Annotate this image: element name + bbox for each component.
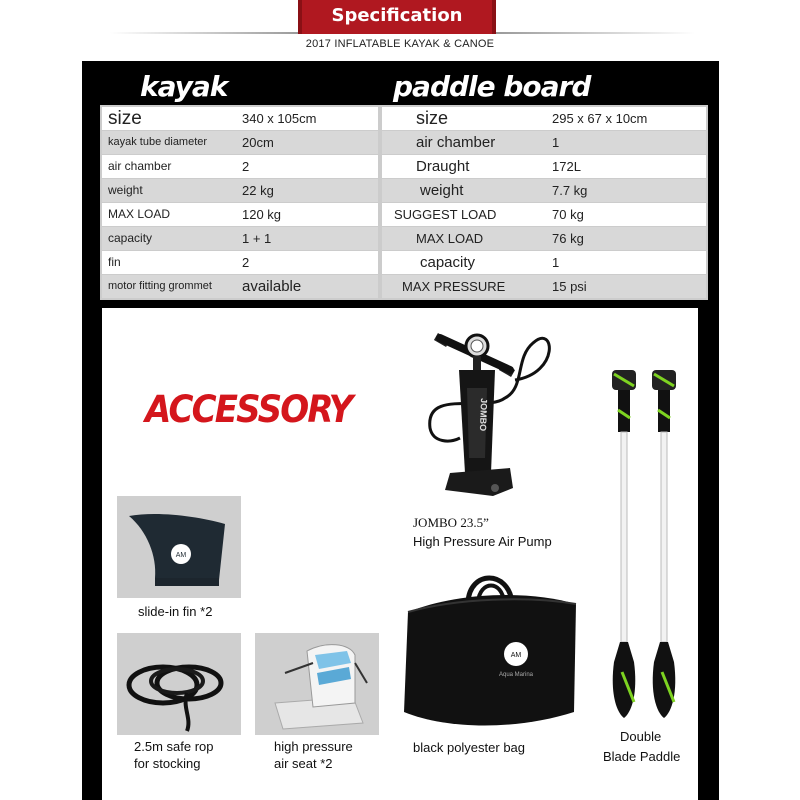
spec-value: 1 xyxy=(552,135,560,150)
table-row xyxy=(382,203,706,227)
table-row xyxy=(382,179,706,203)
rope-image xyxy=(117,633,241,735)
pump-caption-line2: High Pressure Air Pump xyxy=(413,534,552,549)
spec-label: capacity xyxy=(420,254,476,271)
spec-label: air chamber xyxy=(416,134,496,151)
spec-value: 76 kg xyxy=(552,231,584,246)
spec-label: SUGGEST LOAD xyxy=(394,207,497,222)
bag-image xyxy=(398,572,582,732)
spec-value: 295 x 67 x 10cm xyxy=(552,111,648,126)
spec-label: weight xyxy=(420,182,464,199)
spec-label: weight xyxy=(108,183,143,197)
spec-value: available xyxy=(242,278,302,295)
table-row xyxy=(382,275,706,298)
table-row xyxy=(102,251,378,275)
accessory-heading: ACCESSORY xyxy=(145,388,352,431)
table-row xyxy=(102,203,378,227)
table-row xyxy=(102,155,378,179)
paddle-image xyxy=(600,362,695,727)
table-row xyxy=(102,107,378,131)
spec-label: size xyxy=(108,108,142,129)
spec-label: capacity xyxy=(108,231,153,245)
rope-caption-line1: 2.5m safe rop xyxy=(134,739,214,754)
fin-image xyxy=(117,496,241,598)
spec-value: 2 xyxy=(242,159,250,174)
spec-label: MAX PRESSURE xyxy=(402,279,506,294)
air-pump-image xyxy=(415,318,565,503)
seat-photo xyxy=(255,633,379,735)
header-rule-right xyxy=(495,32,695,34)
table-row xyxy=(382,251,706,275)
paddle-caption-line2: Blade Paddle xyxy=(603,749,681,764)
header-rule-left xyxy=(110,32,300,34)
seat-caption-line1: high pressure xyxy=(274,739,353,754)
spec-label: MAX LOAD xyxy=(416,231,484,246)
spec-value: 70 kg xyxy=(552,207,584,222)
spec-value: 7.7 kg xyxy=(552,183,588,198)
spec-value: 1 xyxy=(552,255,560,270)
svg-text:Aqua Marina: Aqua Marina xyxy=(498,672,534,678)
fin-caption: slide-in fin *2 xyxy=(138,604,213,619)
specification-banner xyxy=(302,0,492,34)
spec-value: 20cm xyxy=(242,135,274,150)
spec-label: air chamber xyxy=(108,159,172,173)
paddle-board-heading: paddle board xyxy=(393,70,591,103)
spec-value: 2 xyxy=(242,255,250,270)
rope-caption-line2: for stocking xyxy=(134,756,201,771)
paddle-caption-line1: Double xyxy=(620,729,662,744)
table-row xyxy=(102,227,378,251)
spec-label: Draught xyxy=(416,158,470,175)
fin-photo xyxy=(117,496,241,598)
spec-value: 172L xyxy=(552,159,581,174)
table-row xyxy=(382,107,706,131)
spec-value: 1 + 1 xyxy=(242,231,272,246)
spec-value: 15 psi xyxy=(552,279,587,294)
spec-value: 120 kg xyxy=(242,207,282,222)
spec-label: fin xyxy=(108,255,121,269)
table-row xyxy=(102,179,378,203)
table-row xyxy=(102,275,378,298)
spec-label: size xyxy=(416,108,449,128)
spec-value: 340 x 105cm xyxy=(242,111,317,126)
rope-photo xyxy=(117,633,241,735)
table-row xyxy=(382,131,706,155)
svg-text:AM: AM xyxy=(175,552,187,559)
table-row xyxy=(102,131,378,155)
kayak-spec-table xyxy=(100,105,380,300)
seat-caption-line2: air seat *2 xyxy=(274,756,333,771)
spec-label: MAX LOAD xyxy=(108,207,171,221)
svg-text:JOMBO: JOMBO xyxy=(477,397,489,432)
svg-text:AM: AM xyxy=(510,652,522,659)
kayak-heading: kayak xyxy=(140,70,228,103)
banner-title: Specification xyxy=(331,5,463,26)
table-row xyxy=(382,227,706,251)
spec-value: 22 kg xyxy=(242,183,274,198)
table-row xyxy=(382,155,706,179)
spec-label: kayak tube diameter xyxy=(108,136,208,148)
bag-caption: black polyester bag xyxy=(413,740,526,755)
pump-caption-line1: JOMBO 23.5” xyxy=(413,515,489,530)
seat-image xyxy=(255,633,379,735)
paddle-board-spec-table xyxy=(380,105,708,300)
spec-label: motor fitting grommet xyxy=(108,280,212,292)
page-subtitle: 2017 INFLATABLE KAYAK & CANOE xyxy=(305,38,495,50)
